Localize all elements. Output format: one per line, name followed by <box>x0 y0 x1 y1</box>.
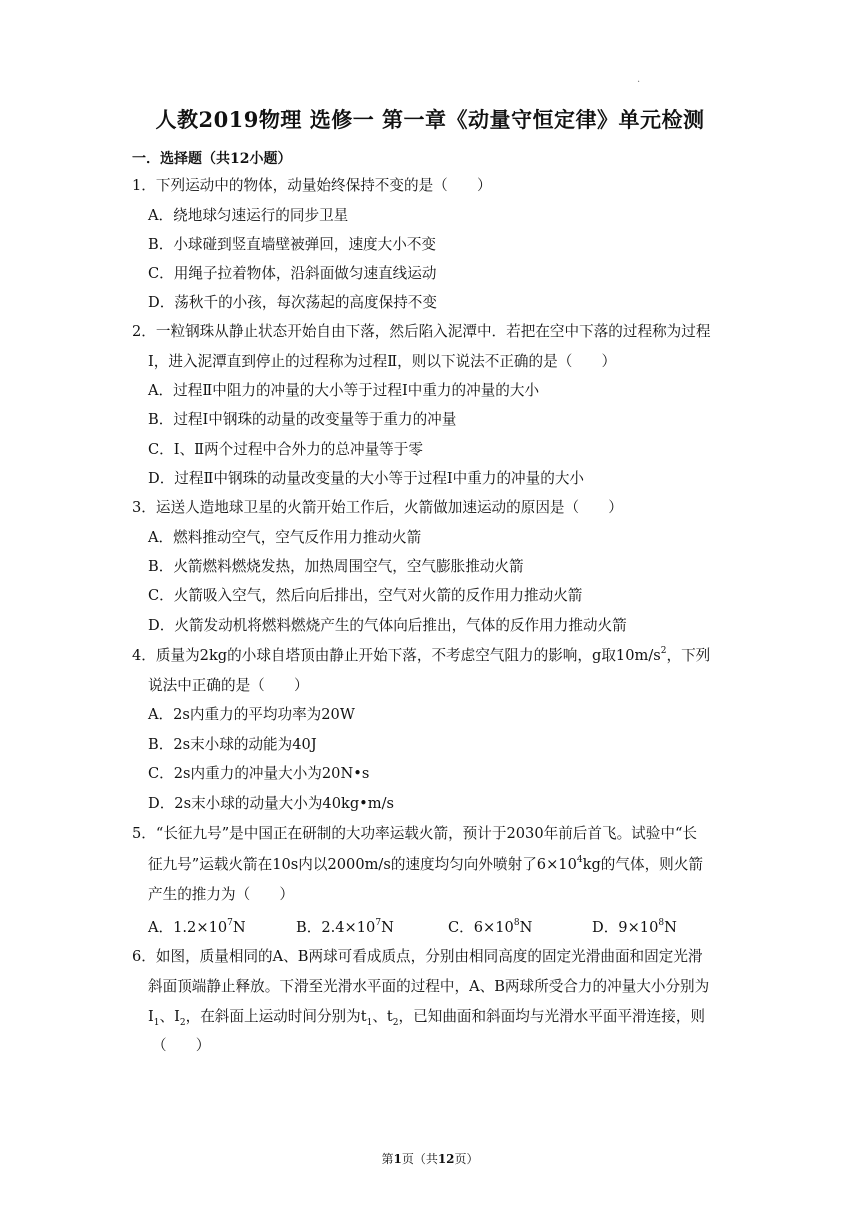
question-2-option-b: B．过程Ⅰ中钢珠的动量的改变量等于重力的冲量 <box>148 411 457 428</box>
question-5-stem-tail: kg的气体，则火箭 <box>582 856 703 873</box>
question-1-option-c: C．用绳子拉着物体，沿斜面做匀速直线运动 <box>148 265 437 282</box>
section-heading: 一．选择题（共12小题） <box>132 151 292 167</box>
question-6-stem-line-3: $I_1$、$I_2$，在斜面上运动时间分别为$t_1$、$t_2$，已知曲面和斜面均与光滑水平面平滑连接，则 <box>148 1008 706 1028</box>
question-4-option-d: D．2s末小球的动量大小为40kg•m/s <box>148 795 395 812</box>
question-4-option-b: B．2s末小球的动能为40J <box>148 736 317 753</box>
question-5-exponent: 4 <box>576 855 583 866</box>
question-3-option-a: A．燃料推动空气，空气反作用力推动火箭 <box>148 529 422 546</box>
question-3-option-c: C．火箭吸入空气，然后向后排出，空气对火箭的反作用力推动火箭 <box>148 587 583 604</box>
question-5-option-b: B．$2.4\times 10^7N$ <box>296 918 394 936</box>
question-4-stem-line-1 <box>132 646 710 666</box>
question-1-stem: 1．下列运动中的物体，动量始终保持不变的是（ ） <box>132 177 492 194</box>
question-6-stem-line-1: 6．如图，质量相同的A、B两球可看成质点，分别由相同高度的固定光滑曲面和固定光滑 <box>132 948 703 965</box>
question-2-option-c: C．Ⅰ、Ⅱ两个过程中合外力的总冲量等于零 <box>148 441 423 458</box>
question-3-option-d: D．火箭发动机将燃料燃烧产生的气体向后推出，气体的反作用力推动火箭 <box>148 617 627 634</box>
question-5-stem-text: 征九号”运载火箭在10s内以2000m/s的速度均匀向外喷射了6×10 <box>148 856 577 873</box>
question-5-stem-line-1: 5．“长征九号”是中国正在研制的大功率运载火箭，预计于2030年前后首飞。试验中“长 <box>132 825 697 842</box>
question-5-options <box>148 916 708 936</box>
question-2-option-d: D．过程Ⅱ中钢珠的动量改变量的大小等于过程Ⅰ中重力的冲量的大小 <box>148 470 585 487</box>
question-4-option-c: C．2s内重力的冲量大小为20N•s <box>148 765 370 782</box>
question-1-option-a: A．绕地球匀速运行的同步卫星 <box>148 207 349 224</box>
page-total: 12 <box>437 1152 455 1166</box>
question-4-stem-line-2: 说法中正确的是（ ） <box>148 677 309 694</box>
question-6-stem-line-4: （ ） <box>152 1037 211 1054</box>
question-4-stem-tail: ，下列 <box>666 647 711 664</box>
question-2-option-a: A．过程Ⅱ中阻力的冲量的大小等于过程Ⅰ中重力的冲量的大小 <box>148 382 540 399</box>
question-4-stem-text: 4．质量为2kg的小球自塔顶由静止开始下落，不考虑空气阻力的影响，g取10m/s <box>132 647 661 664</box>
question-4-exponent: 2 <box>660 646 667 657</box>
page-number: 1 <box>393 1152 402 1166</box>
question-5-stem-line-2 <box>148 855 703 875</box>
page-title: 人教2019物理 选修一 第一章《动量守恒定律》单元检测 <box>155 107 705 132</box>
question-5-stem-line-3: 产生的推力为（ ） <box>148 886 294 903</box>
question-3-stem: 3．运送人造地球卫星的火箭开始工作后，火箭做加速运动的原因是（ ） <box>132 499 623 516</box>
question-2-stem-line-1: 2．一粒钢珠从静止状态开始自由下落，然后陷入泥潭中．若把在空中下落的过程称为过程 <box>132 323 711 340</box>
question-1-option-b: B．小球碰到竖直墙壁被弹回，速度大小不变 <box>148 236 437 253</box>
question-1-option-d: D．荡秋千的小孩，每次荡起的高度保持不变 <box>148 294 437 311</box>
question-5-option-a: A．$1.2\times 10^7N$ <box>148 918 246 936</box>
question-3-option-b: B．火箭燃料燃烧发热，加热周围空气，空气膨胀推动火箭 <box>148 558 524 575</box>
question-6-stem-line-2: 斜面顶端静止释放。下滑至光滑水平面的过程中，A、B两球所受合力的冲量大小分别为 <box>148 978 710 995</box>
page-footer: 第1页（共12页） <box>381 1152 479 1166</box>
question-5-option-d: D．$9\times 10^8N$ <box>592 918 677 936</box>
header-dot: . <box>637 74 641 85</box>
question-5-option-c: C．$6\times 10^8N$ <box>448 918 533 936</box>
question-2-stem-line-2: Ⅰ，进入泥潭直到停止的过程称为过程Ⅱ，则以下说法不正确的是（ ） <box>148 353 617 370</box>
question-4-option-a: A．2s内重力的平均功率为20W <box>148 706 355 723</box>
